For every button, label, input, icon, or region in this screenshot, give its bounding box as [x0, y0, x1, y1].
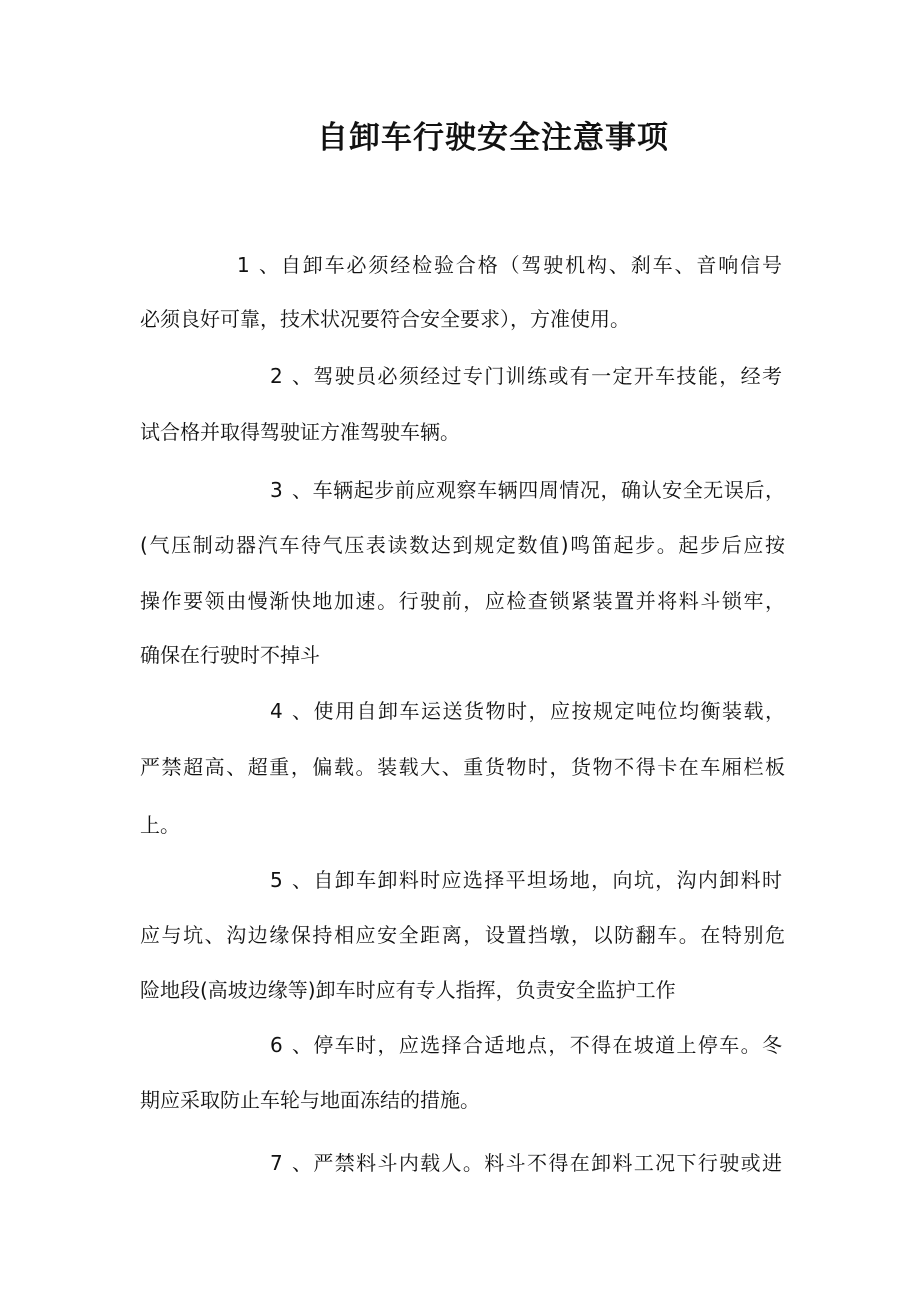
item-4-line: 严禁超高、超重，偏载。装载大、重货物时，货物不得卡在车厢栏板 — [140, 755, 785, 779]
item-number: 3、 — [270, 478, 312, 502]
item-1-line: 必须良好可靠，技术状况要符合安全要求），方准使用。 — [140, 307, 630, 331]
item-3-line: (气压制动器汽车待气压表读数达到规定数值)鸣笛起步。起步后应按 — [140, 533, 785, 557]
item-6-first-line — [270, 1032, 782, 1058]
item-7-first-line — [270, 1150, 782, 1176]
item-number: 2、 — [270, 364, 312, 388]
item-5-line: 应与坑、沟边缘保持相应安全距离，设置挡墩，以防翻车。在特别危 — [140, 923, 785, 947]
item-number: 4、 — [270, 699, 312, 723]
item-3-first-line — [270, 477, 785, 503]
item-4-first-line — [270, 698, 785, 724]
item-number: 5、 — [270, 868, 312, 892]
item-5-first-line — [270, 867, 782, 893]
item-5-line: 险地段(高坡边缘等)卸车时应有专人指挥，负责安全监护工作 — [140, 978, 676, 1002]
item-4-line: 上。 — [140, 813, 180, 837]
item-3-line: 确保在行驶时不掉斗 — [140, 643, 320, 667]
item-text: 使用自卸车运送货物时，应按规定吨位均衡装载， — [312, 699, 785, 723]
item-1-first-line — [237, 252, 782, 278]
item-text: 驾驶员必须经过专门训练或有一定开车技能，经考 — [312, 364, 782, 388]
item-text: 车辆起步前应观察车辆四周情况，确认安全无误后， — [312, 478, 785, 502]
item-3-line: 操作要领由慢渐快地加速。行驶前，应检查锁紧装置并将料斗锁牢， — [140, 589, 785, 613]
document-title: 自卸车行驶安全注意事项 — [317, 120, 669, 156]
item-6-line: 期应采取防止车轮与地面冻结的措施。 — [140, 1088, 480, 1112]
item-number: 6、 — [270, 1033, 312, 1057]
item-text: 停车时，应选择合适地点，不得在坡道上停车。冬 — [312, 1033, 782, 1057]
item-text: 自卸车卸料时应选择平坦场地，向坑，沟内卸料时 — [312, 868, 782, 892]
item-2-line: 试合格并取得驾驶证方准驾驶车辆。 — [140, 420, 460, 444]
item-number: 7、 — [270, 1151, 312, 1175]
item-2-first-line — [270, 363, 782, 389]
item-number: 1、 — [237, 253, 279, 277]
item-text: 严禁料斗内载人。料斗不得在卸料工况下行驶或进 — [312, 1151, 782, 1175]
item-text: 自卸车必须经检验合格（驾驶机构、刹车、音响信号 — [279, 253, 782, 277]
